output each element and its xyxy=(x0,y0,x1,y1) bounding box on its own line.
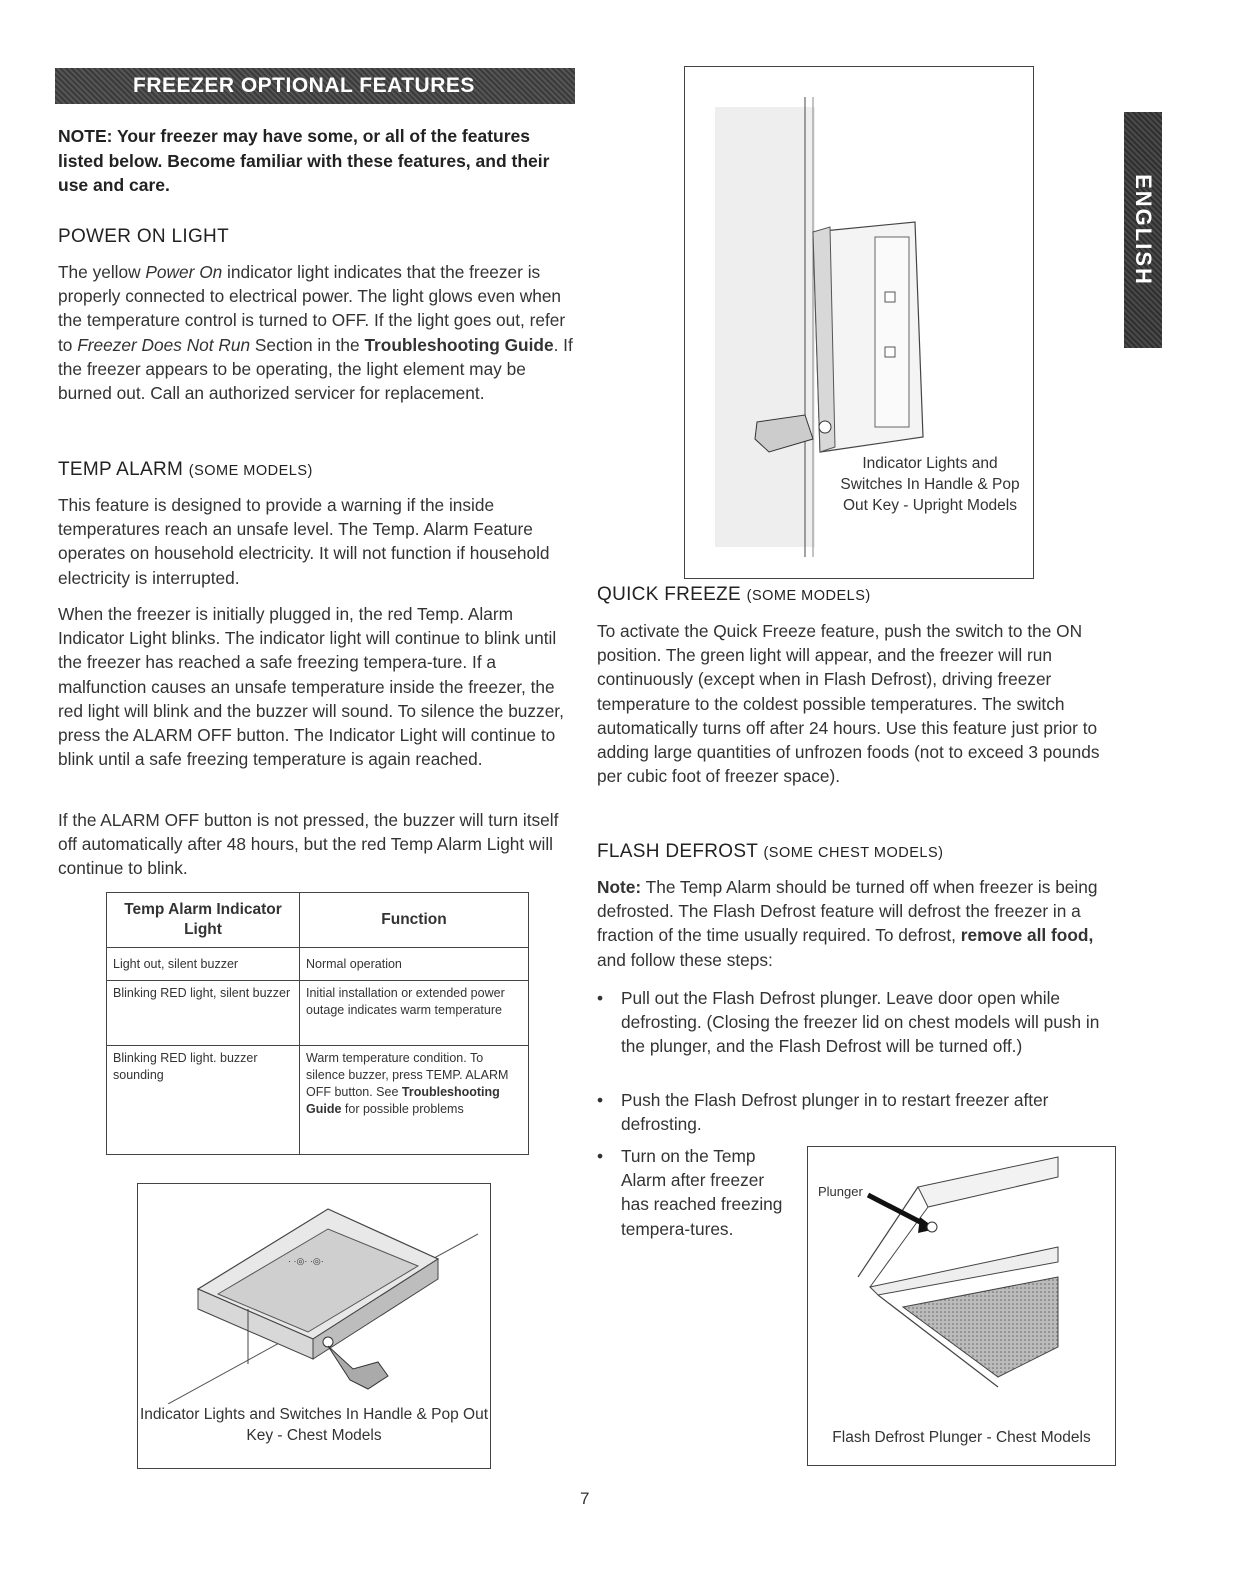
table-cell-light: Blinking RED light. buzzer sounding xyxy=(107,1046,300,1155)
banner-title: FREEZER OPTIONAL FEATURES xyxy=(133,74,475,97)
plunger-label: Plunger xyxy=(818,1184,863,1199)
table-cell-function: Normal operation xyxy=(300,948,529,981)
chest-handle-figure xyxy=(137,1183,491,1469)
table-cell-light: Light out, silent buzzer xyxy=(107,948,300,981)
list-item: • Pull out the Flash Defrost plunger. Leave door open while defrosting. (Closing the freezer lid on chest models will push in the plunger, and the Flash Defrost will be turned off.) xyxy=(597,988,1100,1057)
table-header-row xyxy=(107,893,529,948)
table-row xyxy=(107,981,529,1046)
power-on-heading: POWER ON LIGHT xyxy=(58,226,229,247)
flash-defrost-heading: FLASH DEFROST (SOME CHEST MODELS) xyxy=(597,841,944,862)
chest-handle-caption: Indicator Lights and Switches In Handle & Pop Out Key - Chest Models xyxy=(139,1406,489,1444)
temp-alarm-heading: TEMP ALARM (SOME MODELS) xyxy=(58,459,313,480)
table-header-function: Function xyxy=(300,893,529,948)
flash-defrost-note: Note: The Temp Alarm should be turned off when freezer is being defrosted. The Flash Defrost feature will defrost the freezer in a fraction of the time usually required. To defrost, remove all food, and follow these steps: xyxy=(597,877,1098,970)
quick-freeze-heading: QUICK FREEZE (SOME MODELS) xyxy=(597,584,871,605)
svg-text:· ·◎· ·◎·: · ·◎· ·◎· xyxy=(288,1256,324,1266)
intro-note: NOTE: Your freezer may have some, or all of the features listed below. Become familiar with these features, and their use and care. xyxy=(58,126,550,195)
bullet-dot-icon: • xyxy=(597,988,604,1008)
list-item: • Turn on the Temp Alarm after freezer has reached freezing tempera-tures. xyxy=(597,1146,783,1239)
upright-handle-caption: Indicator Lights and Switches In Handle & Pop Out Key - Upright Models xyxy=(840,455,1020,514)
plunger-caption: Flash Defrost Plunger - Chest Models xyxy=(832,1429,1091,1446)
table-cell-light: Blinking RED light, silent buzzer xyxy=(107,981,300,1046)
power-on-paragraph: The yellow Power On indicator light indicates that the freezer is properly connected to electrical power. The light glows even when the temperature control is turned to OFF. If the light goes out, refer to Freezer Does Not Run Section in the Troubleshooting Guide. If the freezer appears to be operating, the light element may be burned out. Call an authorized servicer for replacement. xyxy=(58,262,573,404)
temp-alarm-paragraph-3: If the ALARM OFF button is not pressed, the buzzer will turn itself off automatically after 48 hours, but the red Temp Alarm Light will continue to blink. xyxy=(58,810,559,879)
temp-alarm-table xyxy=(106,892,529,1155)
chest-handle-illustration xyxy=(138,1184,490,1404)
upright-handle-figure xyxy=(684,66,1034,579)
list-item: • Push the Flash Defrost plunger in to restart freezer after defrosting. xyxy=(597,1090,1049,1135)
language-tab-label: ENGLISH xyxy=(1131,174,1156,286)
bullet-dot-icon: • xyxy=(597,1090,604,1110)
section-banner xyxy=(55,68,575,104)
bullet-dot-icon: • xyxy=(597,1146,604,1166)
language-tab xyxy=(1124,112,1162,348)
table-row xyxy=(107,1046,529,1155)
page-number: 7 xyxy=(580,1489,590,1508)
plunger-figure xyxy=(807,1146,1116,1466)
temp-alarm-paragraph-2: When the freezer is initially plugged in, the red Temp. Alarm Indicator Light blinks. The indicator light will continue to blink until the freezer has reached a safe freezing tempera-ture. If a malfunction causes an unsafe temperature inside the freezer, the red light will blink and the buzzer will sound. To silence the buzzer, press the ALARM OFF button. The Indicator Light will continue to blink until a safe freezing temperature is again reached. xyxy=(58,604,564,770)
table-cell-function: Initial installation or extended power outage indicates warm temperature xyxy=(300,981,529,1046)
table-header-light: Temp Alarm Indicator Light xyxy=(107,893,300,948)
temp-alarm-paragraph-1: This feature is designed to provide a warning if the inside temperatures reach an unsafe level. The Temp. Alarm Feature operates on household electricity. It will not function if household electricity is interrupted. xyxy=(58,495,550,588)
table-row xyxy=(107,948,529,981)
quick-freeze-paragraph: To activate the Quick Freeze feature, push the switch to the ON position. The green light will appear, and the freezer will run continuously (except when in Flash Defrost), driving freezer temperature to the coldest possible temperatures. The switch automatically turns off after 24 hours. Use this feature just prior to adding large quantities of unfrozen foods (not to exceed 3 pounds per cubic foot of freezer space). xyxy=(597,621,1100,787)
table-cell-function: Warm temperature condition. To silence buzzer, press TEMP. ALARM OFF button. See Troubleshooting Guide for possible problems xyxy=(300,1046,529,1155)
